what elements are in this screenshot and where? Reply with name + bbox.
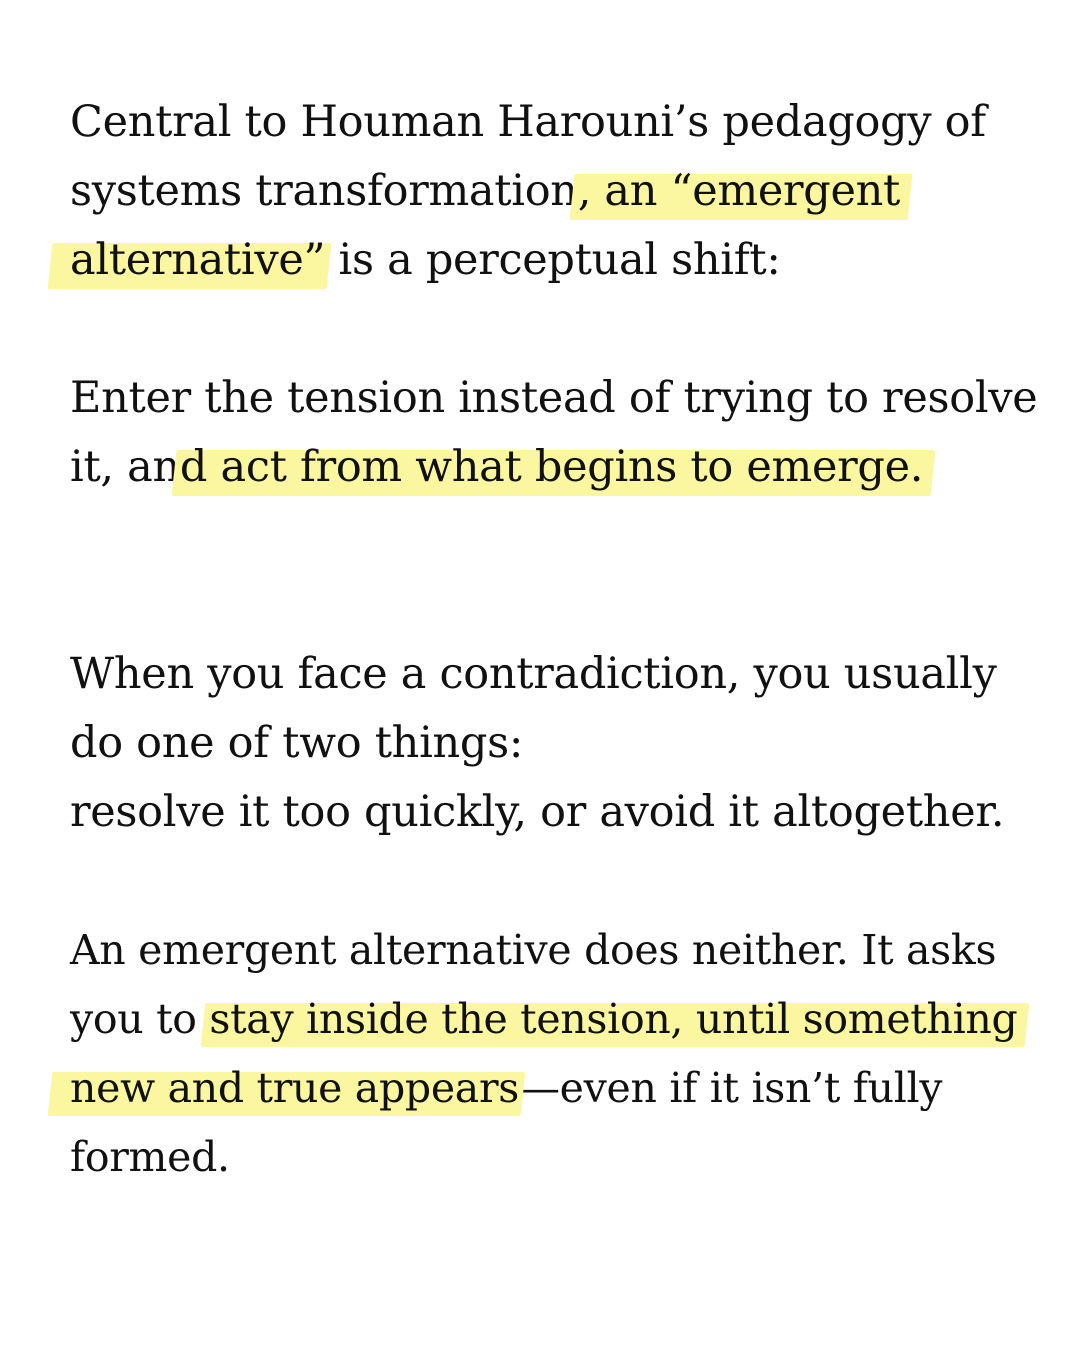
paragraph-line: do one of two things: — [70, 718, 524, 768]
paragraph-line: you to stay inside the tension, until something — [70, 995, 1018, 1043]
paragraph-line: Enter the tension instead of trying to resolve — [70, 373, 1038, 423]
highlighted-text: , an “emergent — [577, 166, 900, 216]
highlighted-text: d act from what begins to emerge. — [179, 442, 924, 492]
paragraph-line: alternative” is a perceptual shift: — [70, 235, 781, 285]
paragraph-contradiction — [70, 640, 1030, 847]
paragraph-line: Central to Houman Harouni’s pedagogy of — [70, 97, 986, 147]
paragraph-line: systems transformation, an “emergent — [70, 166, 900, 216]
paragraph-line: An emergent alternative does neither. It asks — [70, 926, 997, 974]
paragraph-line: it, and act from what begins to emerge. — [70, 442, 924, 492]
highlighted-text: new and true appears — [70, 1064, 519, 1112]
paragraph-intro — [70, 88, 1030, 295]
paragraph-emergent-alternative — [70, 916, 1030, 1192]
paragraph-line: resolve it too quickly, or avoid it altogether. — [70, 787, 1005, 837]
paragraph-line: When you face a contradiction, you usually — [70, 649, 997, 699]
paragraph-line: formed. — [70, 1133, 230, 1181]
highlighted-text: alternative” — [70, 235, 326, 285]
paragraph-instruction — [70, 364, 1038, 502]
highlighted-text: stay inside the tension, until something — [209, 995, 1018, 1043]
paragraph-line: new and true appears—even if it isn’t fully — [70, 1064, 943, 1112]
